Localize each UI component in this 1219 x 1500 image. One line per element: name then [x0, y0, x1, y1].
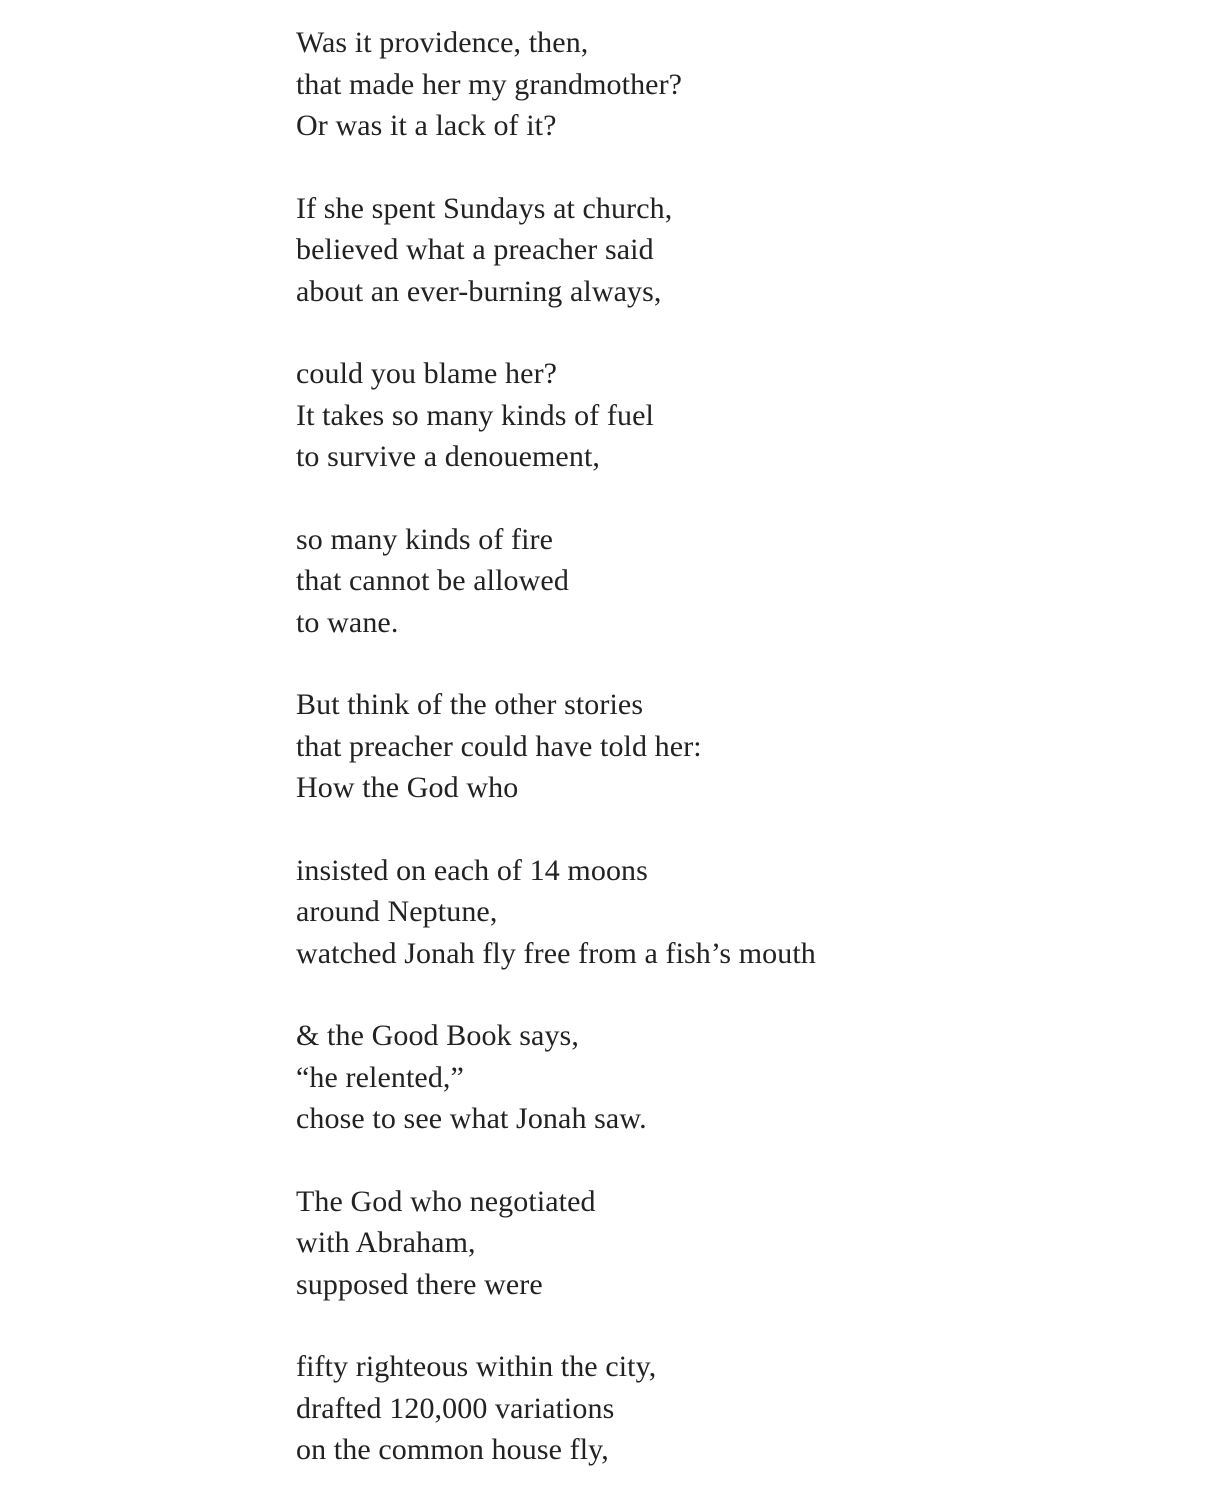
poem-line: to wane.: [296, 605, 399, 639]
poem-line: fifty righteous within the city,: [296, 1350, 657, 1383]
poem-line: & the Good Book says,: [296, 1019, 579, 1052]
poem: [296, 22, 816, 1471]
poem-line: to survive a denouement,: [296, 440, 600, 473]
poem-line: could you blame her?: [296, 357, 558, 390]
poem-line: If she spent Sundays at church,: [296, 191, 673, 225]
poem-line: about an ever-burning always,: [296, 274, 662, 308]
poem-line: Was it providence, then,: [296, 26, 589, 59]
poem-line: But think of the other stories: [296, 688, 644, 721]
poem-line: The God who negotiated: [296, 1184, 596, 1218]
poem-line: with Abraham,: [296, 1226, 476, 1259]
stanza: [296, 22, 816, 147]
poem-line: on the common house fly,: [296, 1433, 609, 1466]
stanza: [296, 684, 816, 809]
stanza: [296, 1181, 816, 1306]
poem-line: supposed there were: [296, 1267, 543, 1301]
stanza: [296, 188, 816, 313]
poem-line: Or was it a lack of it?: [296, 109, 557, 142]
poem-line: that made her my grandmother?: [296, 67, 683, 101]
poem-line: around Neptune,: [296, 895, 498, 928]
stanza: [296, 850, 816, 975]
poem-line: It takes so many kinds of fuel: [296, 398, 654, 432]
stanza: [296, 519, 816, 644]
poem-line: “he relented,”: [296, 1060, 464, 1094]
poem-line: drafted 120,000 variations: [296, 1391, 615, 1425]
stanza: [296, 353, 816, 478]
poem-line: chose to see what Jonah saw.: [296, 1102, 647, 1135]
poem-line: How the God who: [296, 771, 519, 804]
poem-line: that preacher could have told her:: [296, 729, 702, 763]
stanza: [296, 1346, 816, 1471]
stanza: [296, 1015, 816, 1140]
poem-line: insisted on each of 14 moons: [296, 853, 648, 887]
poem-line: so many kinds of fire: [296, 522, 554, 556]
poem-line: watched Jonah fly free from a fish’s mouth: [296, 936, 816, 970]
poem-line: believed what a preacher said: [296, 233, 654, 266]
poem-line: that cannot be allowed: [296, 564, 569, 597]
